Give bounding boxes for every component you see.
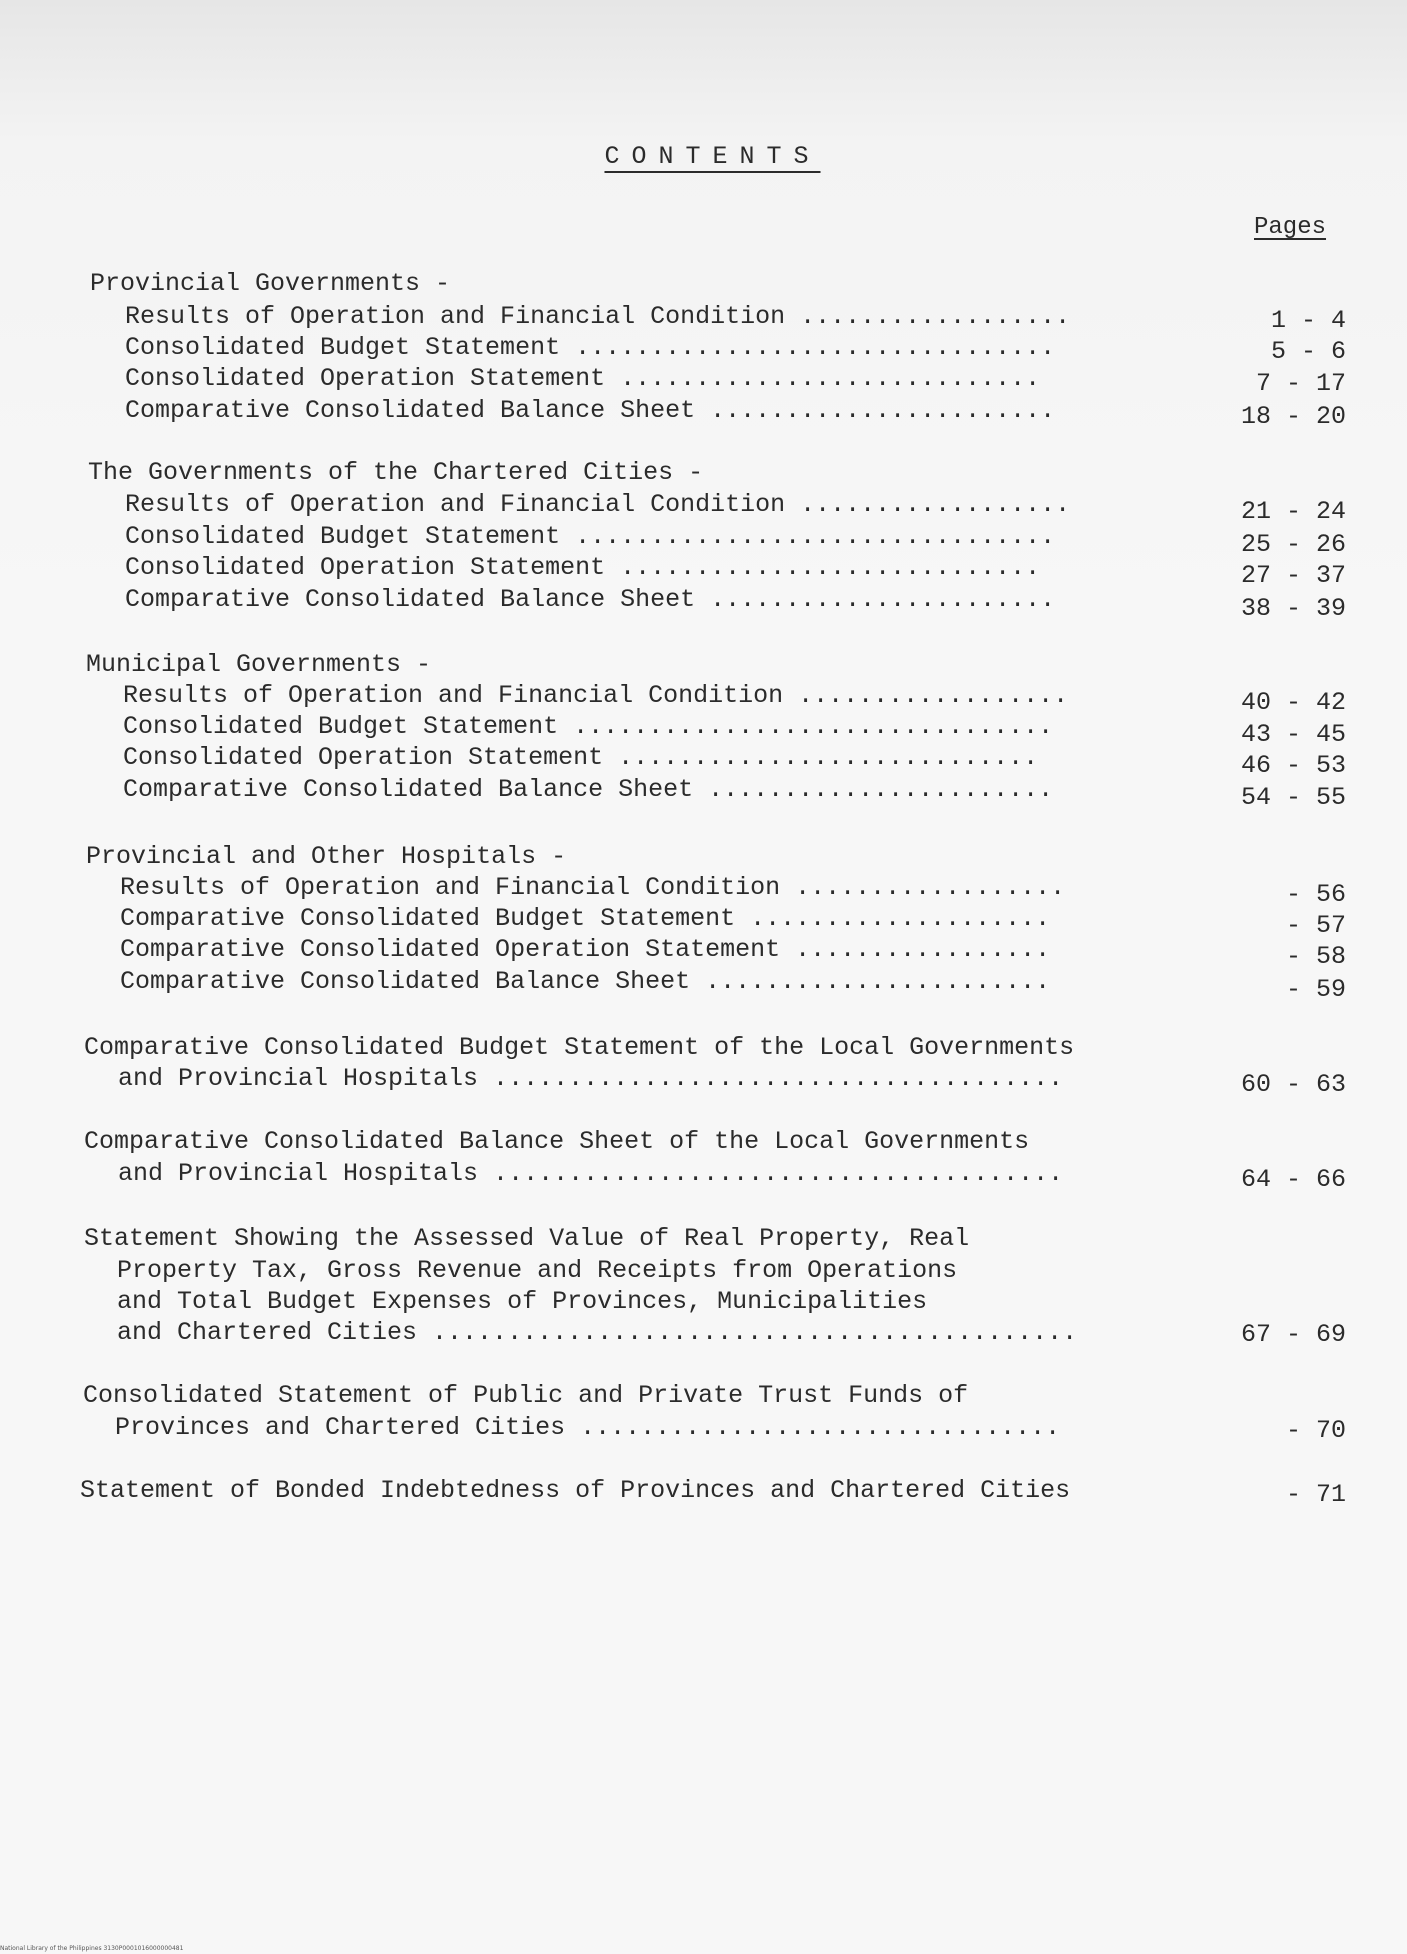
toc-page-range: 7 - 17: [1255, 369, 1346, 398]
toc-entry: Consolidated Budget Statement ................................: [125, 333, 1056, 362]
toc-entry: Provinces and Chartered Cities ................................: [115, 1413, 1061, 1442]
toc-page-range: 5 - 6: [1270, 337, 1346, 366]
section-heading: Provincial Governments -: [90, 269, 451, 298]
section-heading: The Governments of the Chartered Cities -: [88, 458, 704, 487]
toc-page-range: 43 - 45: [1240, 720, 1346, 749]
toc-page-range: 1 - 4: [1270, 306, 1346, 335]
toc-entry: Results of Operation and Financial Condition ..................: [125, 302, 1071, 331]
section-heading: Provincial and Other Hospitals -: [86, 842, 567, 871]
section-heading: Municipal Governments -: [86, 650, 432, 679]
toc-page-range: 40 - 42: [1240, 688, 1346, 717]
toc-page-range: 27 - 37: [1240, 561, 1346, 590]
toc-entry: Comparative Consolidated Balance Sheet .......................: [120, 967, 1051, 996]
toc-page-range: 67 - 69: [1240, 1320, 1346, 1349]
toc-page-range: - 57: [1285, 911, 1346, 940]
toc-page-range: - 71: [1285, 1480, 1346, 1509]
toc-entry: Results of Operation and Financial Condition ..................: [123, 681, 1069, 710]
toc-entry: Results of Operation and Financial Condition ..................: [120, 873, 1066, 902]
toc-entry: Consolidated Statement of Public and Private Trust Funds of: [83, 1381, 969, 1410]
toc-entry: Comparative Consolidated Budget Statement of the Local Governments: [84, 1033, 1075, 1062]
toc-entry: Comparative Consolidated Balance Sheet .......................: [125, 396, 1056, 425]
toc-page-range: 38 - 39: [1240, 594, 1346, 623]
toc-entry: Consolidated Operation Statement ............................: [123, 743, 1039, 772]
toc-entry: Comparative Consolidated Operation Statement .................: [120, 935, 1051, 964]
scan-footer: National Library of the Philippines 3130P0001016000000481: [0, 1945, 184, 1952]
toc-entry: Statement Showing the Assessed Value of Real Property, Real: [84, 1224, 970, 1253]
toc-page-range: 54 - 55: [1240, 783, 1346, 812]
toc-page-range: 18 - 20: [1240, 402, 1346, 431]
toc-entry: Comparative Consolidated Budget Statement ....................: [120, 904, 1051, 933]
toc-entry: and Provincial Hospitals ......................................: [118, 1064, 1064, 1093]
toc-page-range: 46 - 53: [1240, 751, 1346, 780]
toc-page-range: 64 - 66: [1240, 1165, 1346, 1194]
toc-entry: Consolidated Budget Statement ................................: [125, 522, 1056, 551]
toc-page-range: 25 - 26: [1240, 530, 1346, 559]
toc-page-range: - 70: [1285, 1416, 1346, 1445]
toc-entry: and Chartered Cities ...........................................: [117, 1318, 1078, 1347]
toc-entry: Consolidated Operation Statement ............................: [125, 364, 1041, 393]
pages-column-header: Pages: [1254, 214, 1327, 241]
toc-page-range: 21 - 24: [1240, 497, 1346, 526]
toc-page-range: - 56: [1285, 880, 1346, 909]
toc-entry: and Total Budget Expenses of Provinces, Municipalities: [117, 1287, 928, 1316]
toc-entry: Comparative Consolidated Balance Sheet .......................: [123, 775, 1054, 804]
toc-entry: Statement of Bonded Indebtedness of Provinces and Chartered Cities: [80, 1476, 1071, 1505]
toc-entry: and Provincial Hospitals ......................................: [118, 1159, 1064, 1188]
toc-entry: Results of Operation and Financial Condition ..................: [125, 490, 1071, 519]
toc-entry: Comparative Consolidated Balance Sheet of the Local Governments: [84, 1127, 1030, 1156]
toc-entry: Comparative Consolidated Balance Sheet .......................: [125, 585, 1056, 614]
toc-page-range: - 59: [1285, 975, 1346, 1004]
toc-page-range: 60 - 63: [1240, 1070, 1346, 1099]
toc-entry: Consolidated Operation Statement ............................: [125, 553, 1041, 582]
toc-entry: Consolidated Budget Statement ................................: [123, 712, 1054, 741]
page-title: CONTENTS: [604, 142, 821, 171]
toc-entry: Property Tax, Gross Revenue and Receipts from Operations: [117, 1256, 958, 1285]
toc-page-range: - 58: [1285, 942, 1346, 971]
